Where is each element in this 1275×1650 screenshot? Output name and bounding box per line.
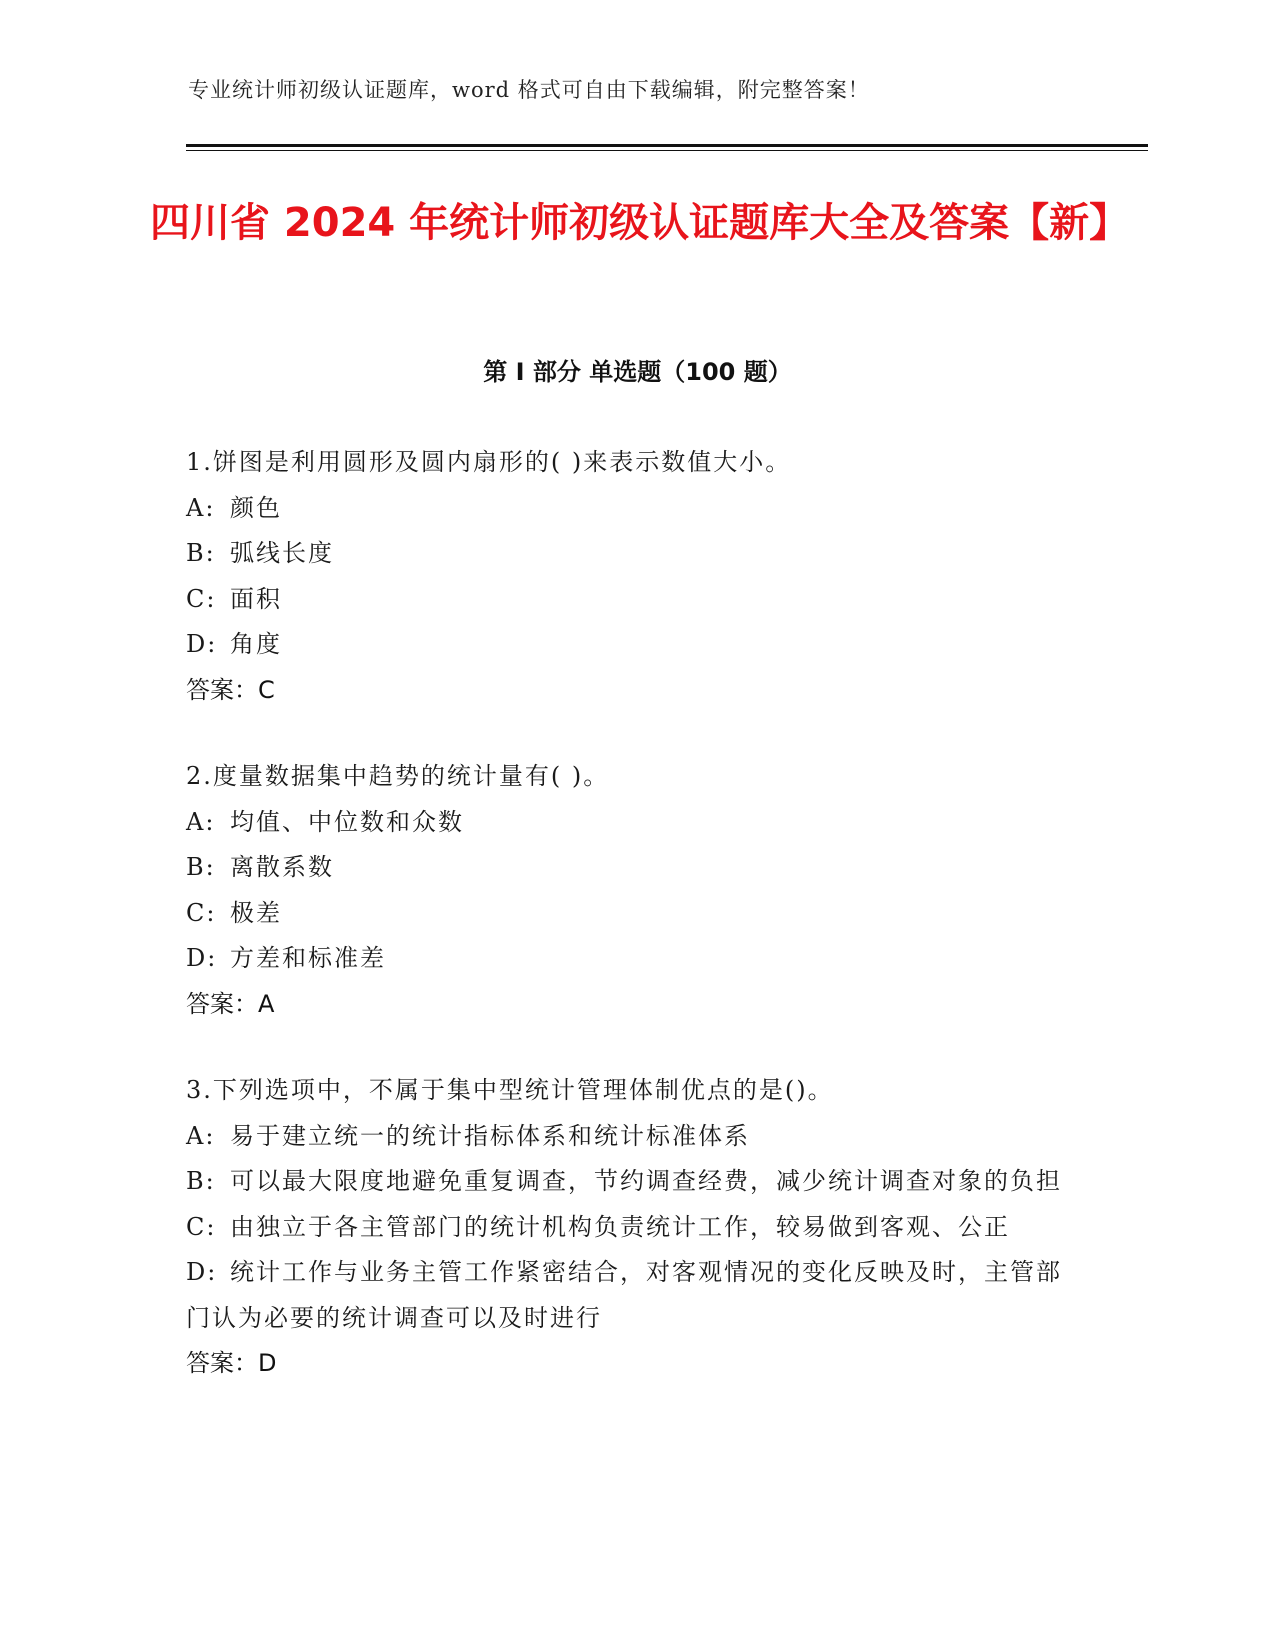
question-3 (186, 1068, 1086, 1387)
option-a (186, 486, 1086, 532)
option-text: 均值、中位数和众数 (230, 807, 464, 836)
option-text: 离散系数 (230, 853, 334, 881)
option-key: D: (186, 1258, 218, 1286)
option-key: D: (186, 944, 218, 972)
question-stem: 1.饼图是利用圆形及圆内扇形的( )来表示数值大小。 (186, 448, 792, 476)
answer-line: 答案：C (186, 675, 275, 704)
option-a (186, 1114, 1086, 1160)
option-text: 颜色 (230, 493, 282, 522)
option-d (186, 1250, 1086, 1341)
option-key: B: (186, 539, 216, 567)
option-key: C: (186, 584, 217, 613)
answer-line: 答案：D (186, 1349, 277, 1377)
option-text: 由独立于各主管部门的统计机构负责统计工作，较易做到客观、公正 (230, 1212, 1010, 1241)
option-text: 统计工作与业务主管工作紧密结合，对客观情况的变化反映及时，主管部门认为必要的统计调查可以及时进行 (186, 1258, 1062, 1332)
option-b (186, 1159, 1086, 1205)
option-key: D: (186, 630, 218, 658)
question-stem: 3.下列选项中，不属于集中型统计管理体制优点的是()。 (186, 1076, 834, 1104)
document-title: 四川省 2024 年统计师初级认证题库大全及答案【新】 (150, 200, 1130, 246)
option-key: A: (186, 493, 216, 522)
section-title: 第 I 部分 单选题（100 题） (483, 358, 792, 386)
option-a (186, 800, 1086, 846)
option-c (186, 1205, 1086, 1251)
question-list (186, 440, 1086, 1428)
option-key: C: (186, 898, 217, 927)
option-c (186, 577, 1086, 623)
header-note: 专业统计师初级认证题库，word 格式可自由下载编辑，附完整答案！ (188, 78, 870, 102)
option-key: A: (186, 807, 216, 836)
question-2 (186, 754, 1086, 1027)
question-stem: 2.度量数据集中趋势的统计量有( )。 (186, 762, 610, 790)
option-key: B: (186, 1167, 216, 1195)
option-c (186, 891, 1086, 937)
option-text: 方差和标准差 (230, 944, 386, 972)
option-b (186, 845, 1086, 891)
option-d (186, 936, 1086, 982)
option-key: A: (186, 1121, 216, 1150)
header-rule-thick (186, 144, 1148, 147)
option-text: 弧线长度 (230, 539, 334, 567)
option-text: 极差 (230, 898, 282, 927)
option-text: 可以最大限度地避免重复调查，节约调查经费，减少统计调查对象的负担 (230, 1167, 1062, 1195)
option-b (186, 531, 1086, 577)
option-key: B: (186, 853, 216, 881)
header-rule-thin (186, 150, 1148, 151)
question-1 (186, 440, 1086, 713)
option-key: C: (186, 1212, 217, 1241)
option-text: 易于建立统一的统计指标体系和统计标准体系 (230, 1121, 750, 1150)
option-d (186, 622, 1086, 668)
option-text: 角度 (230, 630, 282, 658)
option-text: 面积 (230, 584, 282, 613)
answer-line: 答案：A (186, 989, 275, 1018)
